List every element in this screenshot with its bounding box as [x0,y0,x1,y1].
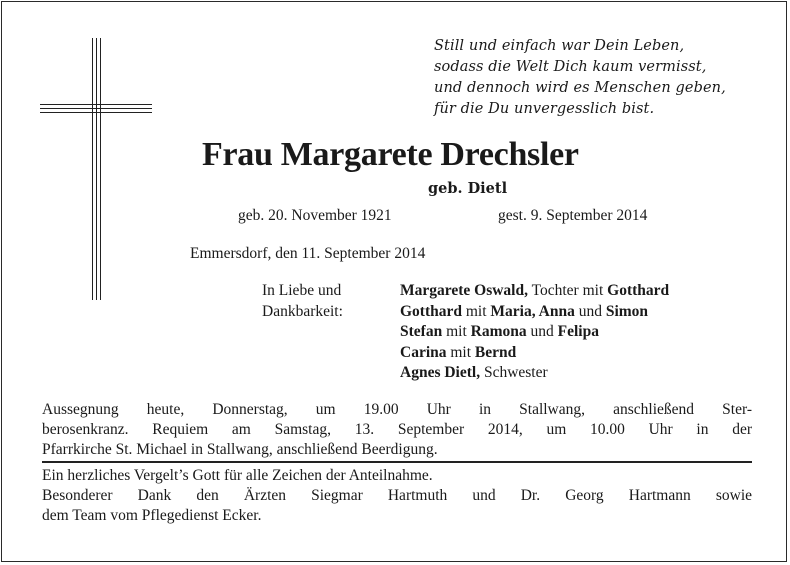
mourner-line [400,322,669,343]
thanks-line: Besonderer Dank den Ärzten Siegmar Hartmuth und Dr. Georg Hartmann sowie [42,487,752,504]
mourner-relation: und [526,323,558,340]
mourner-name: Maria, Anna [490,302,575,320]
funeral-details [42,400,752,460]
divider [42,461,752,463]
deceased-name: Frau Margarete Drechsler [202,136,579,173]
death-date: gest. 9. September 2014 [498,207,648,224]
mourner-relation: mit [442,323,471,340]
mourner-relation: mit [446,343,475,361]
mourners-label-line: Dankbarkeit: [262,302,343,320]
maiden-name: geb. Dietl [428,180,508,197]
poem-line: sodass die Welt Dich kaum vermisst, [434,59,707,75]
thanks-line: Ein herzliches Vergelt’s Gott für alle Zeichen der Anteilnahme. [42,467,433,484]
poem-line: Still und einfach war Dein Leben, [434,38,685,54]
mourner-name: Stefan [400,323,443,340]
funeral-line: Aussegnung heute, Donnerstag, um 19.00 Uhr in Stallwang, anschließend Ster- [42,401,752,418]
memorial-poem [434,36,726,120]
mourner-line [400,281,669,302]
mourner-name: Felipa [557,323,599,340]
funeral-line: Pfarrkirche St. Michael in Stallwang, anschließend Beerdigung. [42,441,438,458]
birth-date: geb. 20. November 1921 [238,207,392,224]
cross-icon [40,38,152,300]
thanks-line: dem Team vom Pflegedienst Ecker. [42,507,262,524]
mourner-name: Gotthard [400,302,462,320]
obituary-notice [1,1,787,562]
mourner-name: Ramona [470,323,527,340]
mourners-label-line: In Liebe und [262,282,342,299]
mourner-name: Margarete Oswald, [400,282,528,299]
mourner-name: Agnes Dietl, [400,364,481,381]
mourner-relation: und [574,302,606,320]
mourner-line [400,363,669,384]
poem-line: für die Du unvergesslich bist. [434,101,655,117]
mourner-name: Carina [400,343,447,361]
mourners-list [400,281,669,384]
mourner-relation: Schwester [480,364,548,381]
mourner-name: Bernd [474,343,517,361]
thanks-note [42,466,752,526]
poem-line: und dennoch wird es Menschen geben, [434,80,726,96]
mourner-line [400,302,669,323]
mourner-line [400,343,669,364]
mourner-name: Gotthard [607,282,670,299]
place-and-date: Emmersdorf, den 11. September 2014 [190,245,426,262]
mourner-relation: Tochter mit [528,282,608,299]
mourner-name: Simon [605,302,649,320]
mourner-relation: mit [462,302,491,320]
funeral-line: berosenkranz. Requiem am Samstag, 13. September 2014, um 10.00 Uhr in der [42,421,752,438]
mourners-label [262,281,343,322]
